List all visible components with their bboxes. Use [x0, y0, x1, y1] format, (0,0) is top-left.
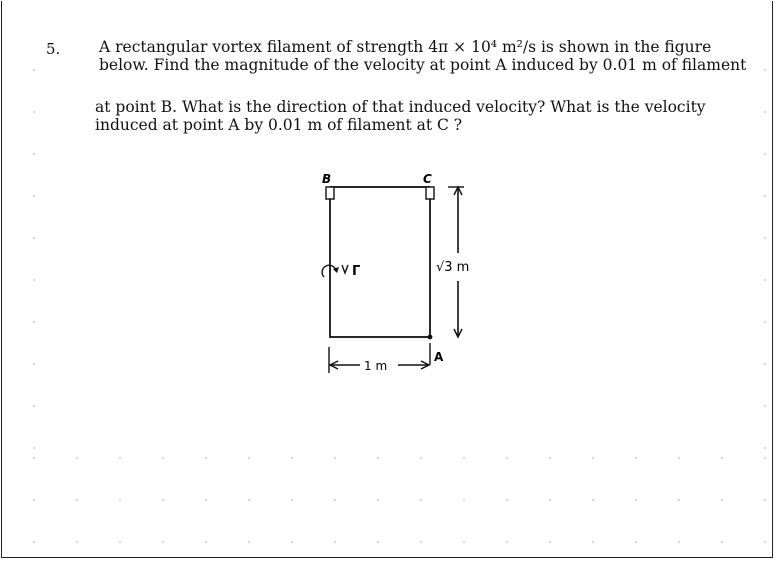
circulation-arrow-icon — [322, 265, 336, 277]
question-line-3: at point B. What is the direction of that induced velocity? What is the velocity — [95, 98, 706, 116]
question-line-2: below. Find the magnitude of the velocity at point A induced by 0.01 m of filament — [99, 56, 747, 74]
question-paragraph-1 — [99, 38, 746, 74]
question-paragraph-2 — [95, 98, 706, 134]
element-b-marker — [326, 187, 334, 199]
question-number: 5. — [46, 40, 61, 58]
vortex-filament-figure — [300, 165, 500, 385]
question-line-4: induced at point A by 0.01 m of filament at C ? — [95, 116, 463, 134]
label-b: B — [322, 172, 332, 186]
label-a: A — [434, 350, 444, 364]
height-label: √3 m — [436, 260, 470, 275]
label-c: C — [423, 172, 432, 186]
width-label: 1 m — [364, 359, 388, 373]
question-line-1: A rectangular vortex filament of strength 4π × 10⁴ m²/s is shown in the figure — [99, 38, 712, 56]
element-c-marker — [426, 187, 434, 199]
point-a-marker — [428, 335, 433, 340]
vortex-rectangle — [330, 187, 430, 337]
label-gamma: Γ — [352, 264, 361, 279]
